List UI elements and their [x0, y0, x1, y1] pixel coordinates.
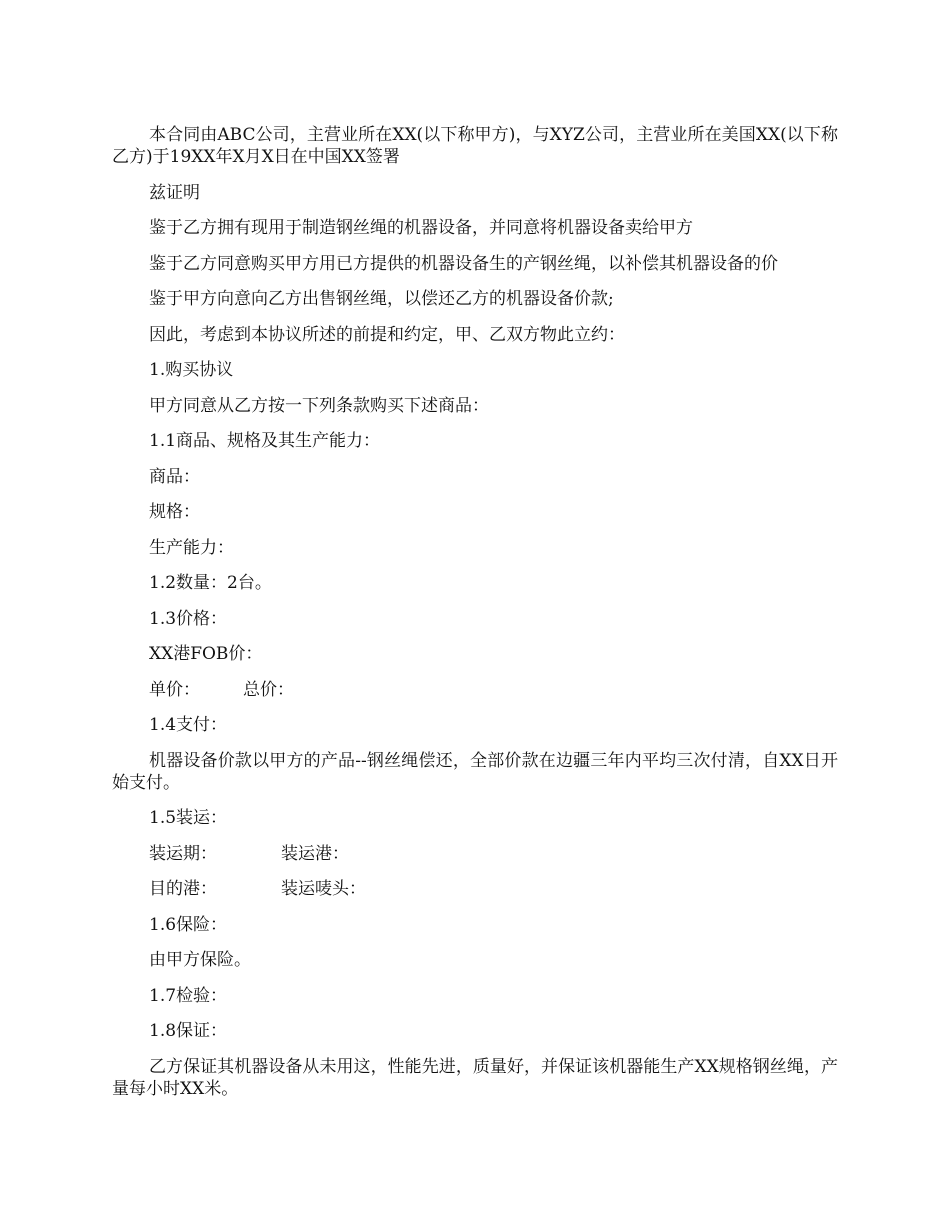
shipping-marks-label: 装运唛头：	[281, 879, 366, 899]
clause-1-3-heading: 1.3价格：	[149, 608, 228, 629]
clause-1-7-heading: 1.7检验：	[149, 985, 228, 1006]
recital-conclusion: 因此，考虑到本协议所述的前提和约定，甲、乙双方物此立约：	[149, 324, 625, 345]
clause-1-1-heading: 1.1商品、规格及其生产能力：	[149, 431, 381, 451]
clause-1-2-quantity: 1.2数量：2台。	[149, 573, 272, 593]
section-1-intro: 甲方同意从乙方按一下列条款购买下述商品：	[149, 395, 489, 416]
payment-terms: 机器设备价款以甲方的产品--钢丝绳偿还，全部价款在边疆三年内平均三次付清，自XX日开始支付。	[112, 750, 838, 793]
fob-price-label: XX港FOB价：	[149, 644, 263, 664]
witnesseth-heading: 兹证明	[149, 182, 200, 203]
warranty-terms: 乙方保证其机器设备从未用这，性能先进，质量好，并保证该机器能生产XX规格钢丝绳，产量每小时XX米。	[112, 1056, 838, 1099]
clause-1-8-heading: 1.8保证：	[149, 1021, 228, 1041]
insurance-terms: 由甲方保险。	[149, 950, 251, 970]
recital-3: 鉴于甲方向意向乙方出售钢丝绳，以偿还乙方的机器设备价款;	[149, 289, 614, 309]
loading-port-label: 装运港：	[281, 843, 349, 864]
destination-port-label: 目的港：	[149, 879, 217, 899]
goods-label: 商品：	[149, 466, 200, 487]
shipment-row-2	[112, 878, 838, 900]
section-1-heading: 1.购买协议	[149, 360, 234, 380]
clause-1-4-heading: 1.4支付：	[149, 715, 228, 735]
total-price-label: 总价：	[243, 679, 294, 700]
price-fields-row	[112, 679, 838, 701]
unit-price-label: 单价：	[149, 679, 200, 700]
contract-preamble: 本合同由ABC公司，主营业所在XX(以下称甲方)，与XYZ公司，主营业所在美国XX(以下称乙方)于19XX年X月X日在中国XX签署	[112, 125, 838, 167]
capacity-label: 生产能力：	[149, 537, 234, 558]
shipment-row-1	[112, 843, 838, 865]
clause-1-5-heading: 1.5装运：	[149, 808, 228, 828]
recital-1: 鉴于乙方拥有现用于制造钢丝绳的机器设备，并同意将机器设备卖给甲方	[149, 218, 693, 238]
shipment-period-label: 装运期：	[149, 843, 217, 864]
specification-label: 规格：	[149, 502, 200, 522]
recital-2: 鉴于乙方同意购买甲方用已方提供的机器设备生的产钢丝绳，以补偿其机器设备的价	[149, 253, 778, 274]
clause-1-6-heading: 1.6保险：	[149, 914, 228, 935]
